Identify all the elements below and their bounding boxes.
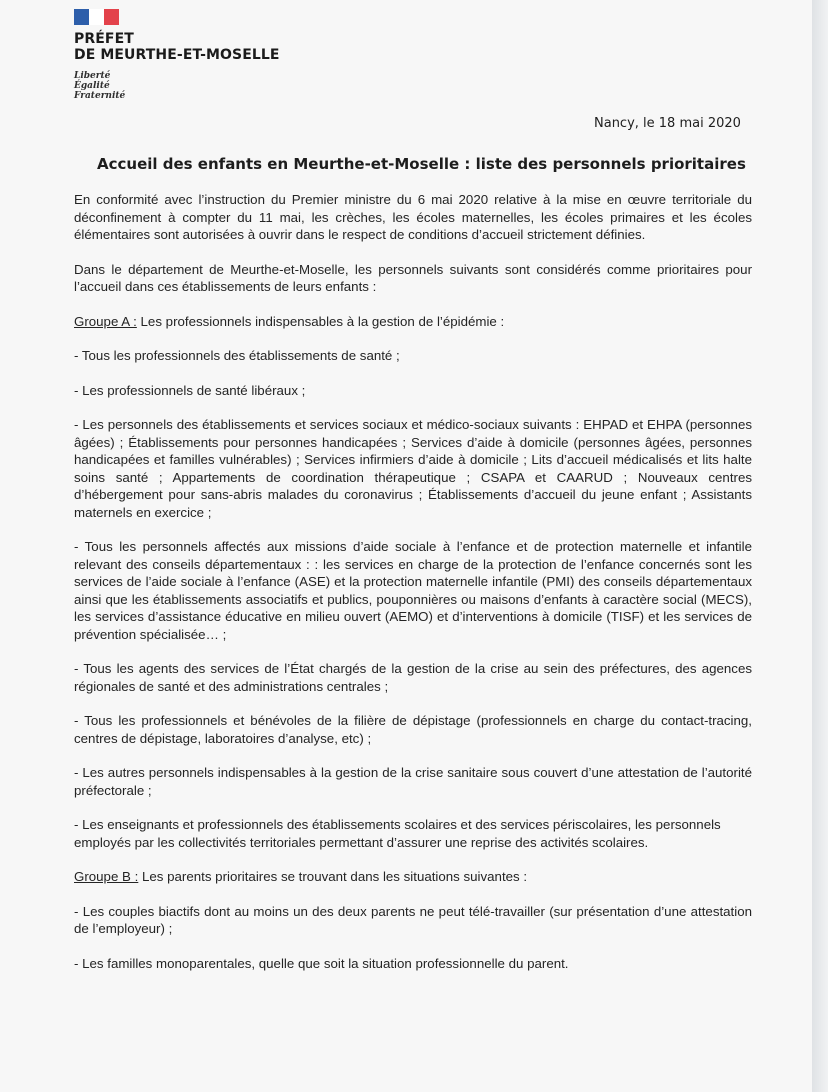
group-b-item: - Les familles monoparentales, quelle que soit la situation professionnelle du parent. (74, 955, 569, 971)
group-a-item: - Les professionnels de santé libéraux ; (74, 382, 306, 398)
republic-motto (74, 71, 125, 101)
marianne-flag-logo (74, 9, 119, 25)
motto-fraternite: Fraternité (74, 91, 126, 101)
group-b-text: Les parents prioritaires se trouvant dans les situations suivantes : (138, 869, 528, 884)
group-a-item: - Tous les agents des services de l’État chargés de la gestion de la crise au sein des préfectures, des agences régionales de santé et des administrations centrales ; (74, 661, 752, 694)
group-b-item: - Les couples biactifs dont au moins un des deux parents ne peut télé-travailler (sur présentation d’une attestation de l’employeur) ; (74, 903, 752, 936)
prefecture-title-line1: PRÉFET (74, 31, 134, 47)
intro-paragraph-1: En conformité avec l’instruction du Premier ministre du 6 mai 2020 relative à la mise en œuvre territoriale du déconfinement à compter du 11 mai, les crèches, les écoles maternelles, les écoles primaires et les écoles élémentaires sont autorisées à ouvrir dans le respect de conditions d’accueil strictement définies. (74, 192, 752, 242)
document-body (74, 191, 752, 989)
group-a-label: Groupe A : (74, 313, 137, 329)
group-b-heading (74, 868, 752, 886)
group-a-item: - Tous les professionnels des établissements de santé ; (74, 348, 400, 363)
group-a-item: - Les enseignants et professionnels des établissements scolaires et des services périscolaires, les personnels employés par les collectivités territoriales permettant d’assurer une reprise des activités scolaires. (74, 817, 721, 850)
flag-blue-stripe (74, 9, 89, 25)
photo-background-edge (812, 0, 828, 1092)
flag-red-stripe (104, 9, 119, 25)
document-date: Nancy, le 18 mai 2020 (594, 116, 741, 131)
group-a-item: - Les personnels des établissements et services sociaux et médico-sociaux suivants : EHPAD et EHPA (personnes âgées) ; Établissements pour personnes handicapées ; Services d’aide à domicile (personnes âgées, personnes handicapées et familles vulnérables) ; Services infirmiers d’aide à domicile ; Lits d’accueil médicalisés et lits halte soins santé ; Appartements de coordination thérapeutique ; CSAPA et CAARUD ; Nouveaux centres d’hébergement pour sans-abris malades du coronavirus ; Établissements d’accueil du jeune enfant ; Assistants maternels en exercice ; (74, 417, 752, 520)
group-a-item: - Les autres personnels indispensables à la gestion de la crise sanitaire sous couvert d’une attestation de l’autorité préfectorale ; (74, 765, 752, 798)
group-a-heading (74, 313, 752, 331)
prefecture-title-line2: DE MEURTHE-ET-MOSELLE (74, 47, 280, 63)
group-a-item: - Tous les personnels affectés aux missions d’aide sociale à l’enfance et de protection maternelle et infantile relevant des conseils départementaux : : les services en charge de la protection de l’enfance concernés sont les services de l’aide sociale à l’enfance (ASE) et la protection maternelle infantile (PMI) des conseils départementaux ainsi que les établissements associatifs et publics, pouponnières ou maisons d’enfants à caractère social (MECS), les services d’assistance éducative en milieu ouvert (AEMO) et d’interventions à domicile (TISF) et les services de prévention spécialisée… ; (74, 539, 752, 642)
group-b-label: Groupe B : (74, 869, 139, 884)
intro-paragraph-2: Dans le département de Meurthe-et-Moselle, les personnels suivants sont considérés comme prioritaires pour l’accueil dans ces établissements de leurs enfants : (74, 261, 752, 294)
prefecture-title (74, 31, 280, 63)
flag-white-stripe (89, 9, 104, 25)
group-a-text: Les professionnels indispensables à la gestion de l’épidémie : (136, 313, 505, 329)
motto-egalite: Égalité (74, 81, 110, 91)
document-title: Accueil des enfants en Meurthe-et-Moselle : liste des personnels prioritaires (97, 155, 746, 173)
motto-liberte: Liberté (74, 71, 111, 81)
group-a-item: - Tous les professionnels et bénévoles de la filière de dépistage (professionnels en charge du contact-tracing, centres de dépistage, laboratoires d’analyse, etc) ; (74, 713, 752, 746)
